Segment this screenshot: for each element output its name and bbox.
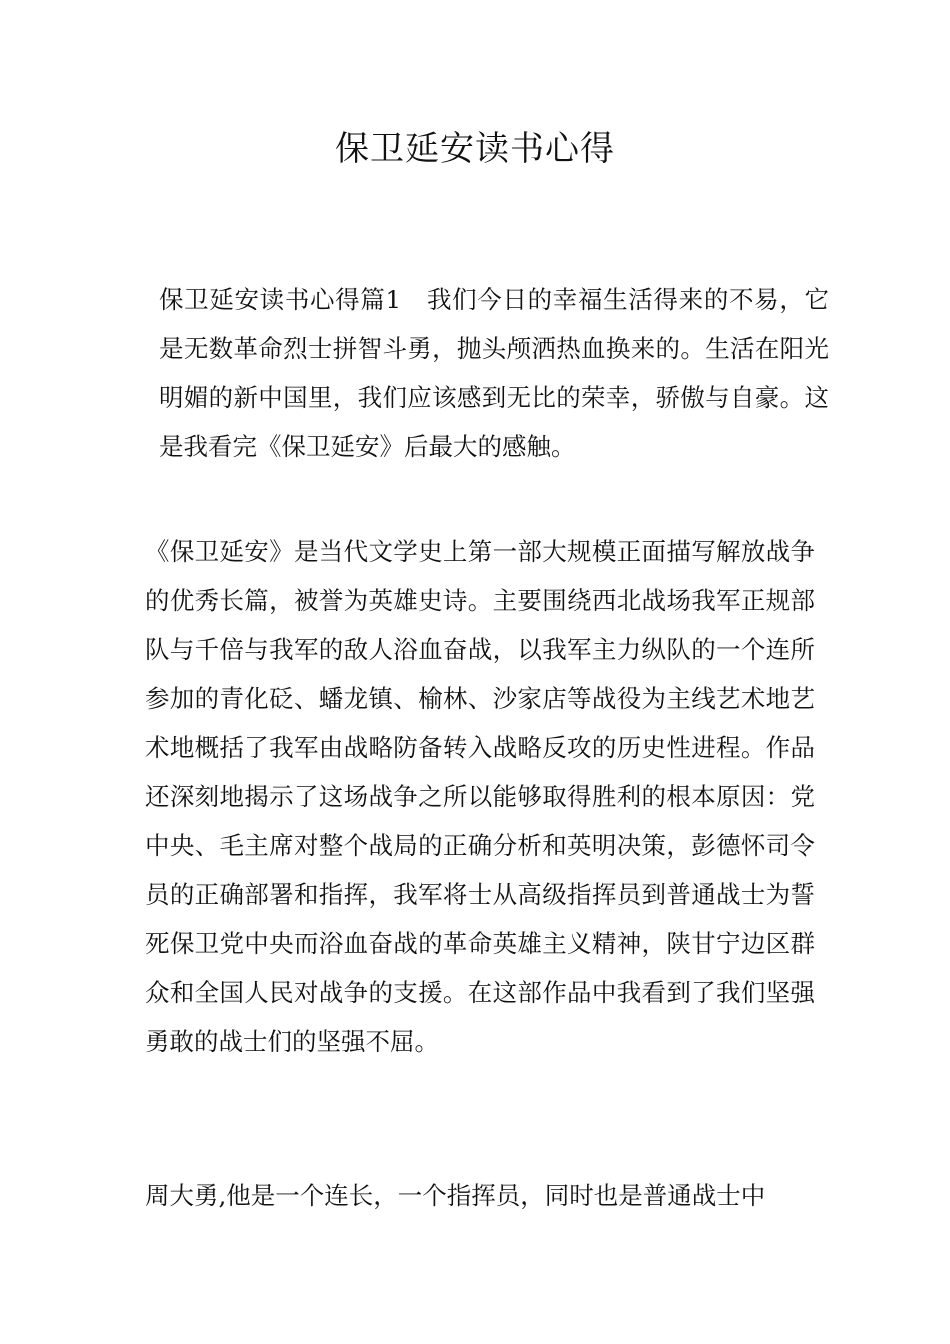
page-title: 保卫延安读书心得 <box>335 129 615 169</box>
paragraph-2: 《保卫延安》是当代文学史上第一部大规模正面描写解放战争的优秀长篇，被誉为英雄史诗。主要围绕西北战场我军正规部队与千倍与我军的敌人浴血奋战，以我军主力纵队的一个连所参加的青化砭、蟠龙镇、榆林、沙家店等战役为主线艺术地艺术地概括了我军由战略防备转入战略反攻的历史性进程。作品还深刻地揭示了这场战争之所以能够取得胜利的根本原因：党中央、毛主席对整个战局的正确分析和英明决策，彭德怀司令员的正确部署和指挥，我军将士从高级指挥员到普通战士为誓死保卫党中央而浴血奋战的革命英雄主义精神，陕甘宁边区群众和全国人民对战争的支援。在这部作品中我看到了我们坚强勇敢的战士们的坚强不屈。 <box>145 537 815 1056</box>
paragraph-1: 保卫延安读书心得篇1 我们今日的幸福生活得来的不易，它是无数革命烈士拼智斗勇，抛头颅洒热血换来的。生活在阳光明媚的新中国里，我们应该感到无比的荣幸，骄傲与自豪。这是我看完《保卫延安》后最大的感触。 <box>159 285 829 461</box>
paragraph-3: 周大勇,他是一个连长，一个指挥员，同时也是普通战士中 <box>145 1181 766 1210</box>
